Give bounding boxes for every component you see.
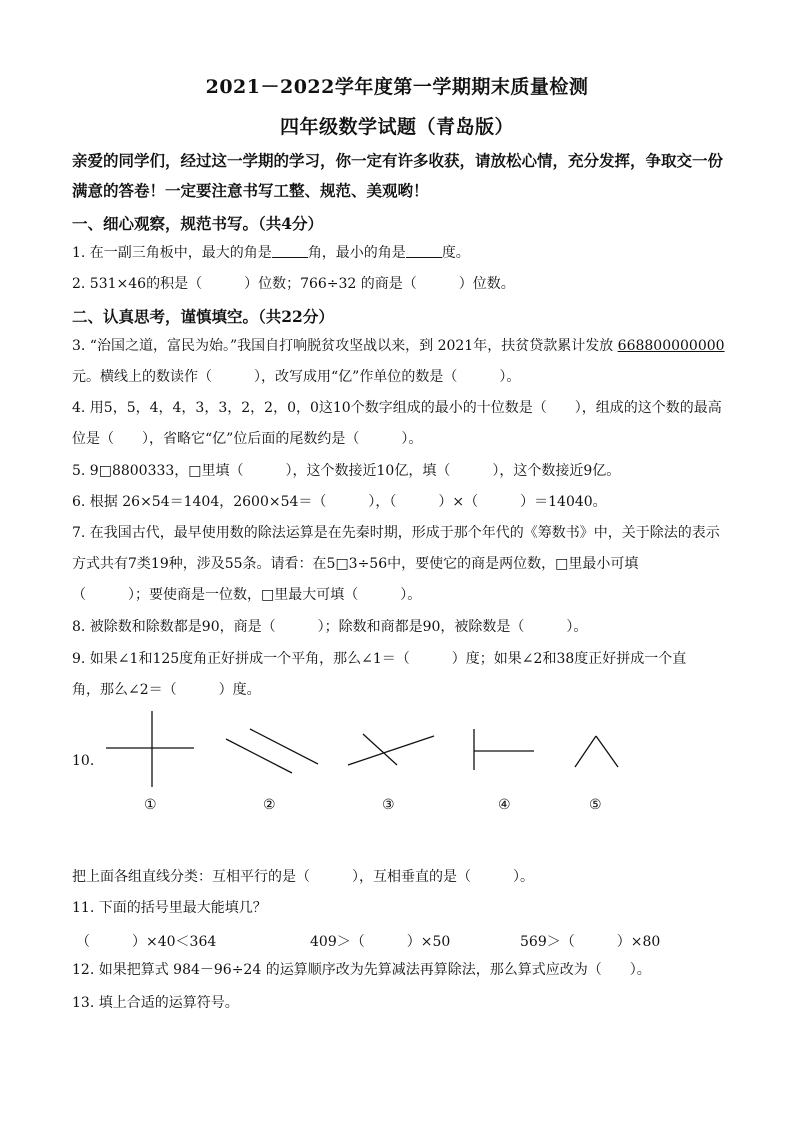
question-4: 4. 用5，5，4，4，3，3，2，2，0，0这10个数字组成的最小的十位数是（ ），组成的这个数的最高位是（ ），省略它“亿”位后面的尾数约是（ ）。 <box>72 400 722 447</box>
fig1-label: ① <box>144 797 157 813</box>
question-7-line-3: （ ）；要使商是一位数，□里最大可填（ ）。 <box>72 587 422 603</box>
q1-text-b: 角，最小的角是 <box>307 245 406 261</box>
q11-item-1: （ ）×40＜364 <box>76 934 217 950</box>
q1-blank-2 <box>406 243 442 258</box>
section-2-heading: 二、认真思考，谨慎填空。（共22分） <box>72 307 334 326</box>
fig3-line-a <box>348 736 434 765</box>
question-3 <box>72 331 732 393</box>
fig2-line-a <box>226 739 292 773</box>
q10-number: 10. <box>72 753 95 769</box>
section-1-heading: 一、细心观察，规范书写。（共4分） <box>72 214 324 233</box>
question-11-heading: 11. 下面的括号里最大能填几？ <box>72 900 267 916</box>
question-13: 13. 填上合适的运算符号。 <box>72 995 239 1011</box>
q11-item-2: 409＞（ ）×50 <box>310 934 451 950</box>
fig5-line-b <box>596 736 618 767</box>
q3-number: 668800000000 <box>617 338 725 354</box>
question-9-line-2: 角，那么∠2＝（ ）度。 <box>72 682 261 698</box>
question-5: 5. 9□8800333，□里填（ ），这个数接近10亿，填（ ），这个数接近9亿。 <box>72 463 621 479</box>
fig3-label: ③ <box>382 797 395 813</box>
fig5-label: ⑤ <box>589 797 602 813</box>
q3-text-2: 元。横线上的数读作（ ），改写成用“亿”作单位的数是（ ）。 <box>72 369 521 385</box>
q3-text-1: 3. “治国之道，富民为始。”我国自打响脱贫攻坚战以来，到 2021年，扶贫贷款累计发放 <box>72 338 618 354</box>
q10-lines-svg <box>72 705 672 825</box>
fig4-label: ④ <box>498 797 511 813</box>
fig2-label: ② <box>263 797 276 813</box>
question-6: 6. 根据 26×54＝1404，2600×54＝（ ），（ ）×（ ）＝14040。 <box>72 494 607 510</box>
exam-title: 2021－2022学年度第一学期期末质量检测 <box>205 76 589 98</box>
question-2: 2. 531×46的积是（ ）位数；766÷32 的商是（ ）位数。 <box>72 276 515 292</box>
q10-figure <box>72 705 672 825</box>
question-9-line-1: 9. 如果∠1和125度角正好拼成一个平角，那么∠1＝（ ）度；如果∠2和38度正好拼成一个直 <box>72 651 687 667</box>
intro-text: 亲爱的同学们，经过这一学期的学习，你一定有许多收获，请放松心情，充分发挥，争取交一份满意的答卷！一定要注意书写工整、规范、美观哟！ <box>72 151 724 200</box>
exam-subtitle: 四年级数学试题（青岛版） <box>279 116 514 138</box>
fig5-line-a <box>575 736 596 767</box>
q1-text-a: 1. 在一副三角板中，最大的角是 <box>72 245 272 261</box>
question-7-line-1: 7. 在我国古代，最早使用数的除法运算是在先秦时期，形成于那个年代的《筹数书》中，关于除法的表示 <box>72 525 720 541</box>
question-10-text: 把上面各组直线分类：互相平行的是（ ），互相垂直的是（ ）。 <box>72 869 534 885</box>
question-12: 12. 如果把算式 984－96÷24 的运算顺序改为先算减法再算除法，那么算式应改为（ ）。 <box>72 962 651 978</box>
fig3-line-b <box>363 734 397 765</box>
question-7-line-2: 方式共有7类19种，涉及55条。请看：在5□3÷56中，要使它的商是两位数，□里最小可填 <box>72 556 639 572</box>
q11-item-3: 569＞（ ）×80 <box>520 934 661 950</box>
question-8: 8. 被除数和除数都是90，商是（ ）；除数和商都是90，被除数是（ ）。 <box>72 619 588 635</box>
q1-text-c: 度。 <box>441 245 470 261</box>
question-1 <box>72 238 732 269</box>
fig2-line-b <box>250 729 318 764</box>
q1-blank-1 <box>272 243 308 258</box>
question-11-items <box>72 931 732 955</box>
